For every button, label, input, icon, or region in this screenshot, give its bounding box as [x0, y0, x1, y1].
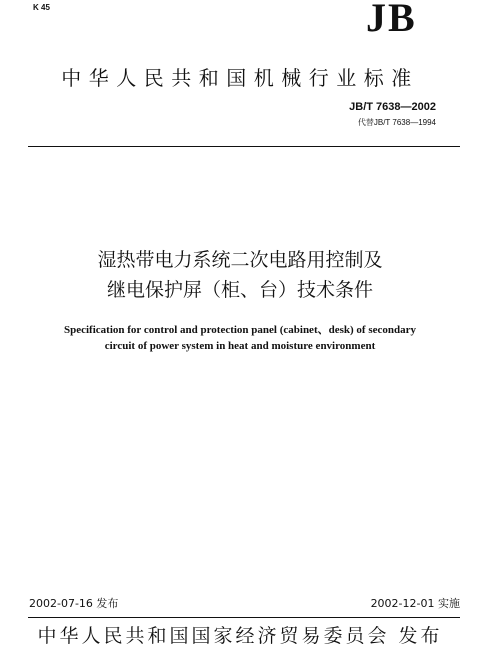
- jb-logo: JB: [366, 0, 417, 40]
- header-divider: [28, 146, 460, 147]
- document-title-en-line2: circuit of power system in heat and moisture environment: [104, 340, 376, 352]
- publisher: 中华人民共和国国家经济贸易委员会 发布: [37, 625, 443, 647]
- document-title-zh-line1: 湿热带电力系统二次电路用控制及: [97, 249, 383, 271]
- issue-date: 2002-07-16 发布: [29, 597, 119, 610]
- ccs-code: K 45: [33, 3, 50, 12]
- implementation-date: 2002-12-01 实施: [370, 597, 460, 610]
- standard-category-title: 中华人民共和国机械行业标准: [61, 66, 419, 90]
- replaces-standard: 代替JB/T 7638—1994: [357, 118, 436, 127]
- document-title-en-line1: Specification for control and protection panel (cabinet、desk) of secondary: [64, 324, 416, 336]
- footer-divider: [28, 617, 460, 618]
- standard-number: JB/T 7638—2002: [349, 101, 436, 113]
- document-title-zh-line2: 继电保护屏（柜、台）技术条件: [106, 279, 373, 301]
